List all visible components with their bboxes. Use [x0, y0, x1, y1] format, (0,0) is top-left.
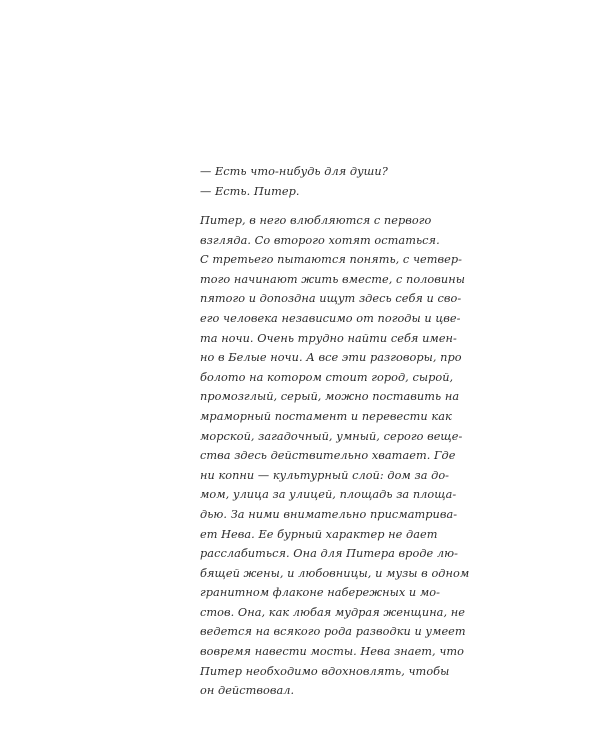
paragraph-line: промозглый, серый, можно поставить на: [200, 390, 460, 404]
paragraph-line: ет Нева. Ее бурный характер не дает: [200, 527, 438, 541]
paragraph-line: дью. За ними внимательно присматрива-: [200, 507, 458, 521]
paragraph-line: взгляда. Со второго хотят остаться.: [200, 233, 440, 247]
paragraph-line: но в Белые ночи. А все эти разговоры, про: [200, 351, 462, 365]
paragraph-line: та ночи. Очень трудно найти себя имен-: [200, 331, 457, 345]
paragraph-line: ведется на всякого рода разводки и умеет: [200, 625, 466, 639]
paragraph-line: С третьего пытаются понять, с четвер-: [200, 253, 463, 267]
paragraph-line: болото на котором стоит город, сырой,: [200, 370, 454, 384]
paragraph-line: бящей жены, и любовницы, и музы в одном: [200, 566, 470, 580]
dialogue-block: [200, 162, 400, 201]
paragraph-line: стов. Она, как любая мудрая женщина, не: [200, 605, 465, 619]
paragraph-line: вовремя навести мосты. Нева знает, что: [200, 645, 465, 659]
dialogue-line: — Есть. Питер.: [200, 184, 300, 198]
paragraph-line: пятого и допоздна ищут здесь себя и сво-: [200, 292, 462, 306]
dialogue-line: — Есть что-нибудь для души?: [200, 165, 388, 178]
paragraph-line: ства здесь действительно хватает. Где: [200, 449, 456, 463]
paragraph-line: Питер необходимо вдохновлять, чтобы: [200, 664, 450, 678]
paragraph-line: ни копни — культурный слой: дом за до-: [200, 468, 450, 482]
paragraph-line: его человека независимо от погоды и цве-: [200, 311, 461, 325]
paragraph-line: Питер, в него влюбляются с первого: [200, 214, 432, 227]
paragraph-line: морской, загадочный, умный, серого веще-: [200, 429, 463, 443]
paragraph-line: мраморный постамент и перевести как: [200, 409, 452, 423]
paragraph-line: гранитном флаконе набережных и мо-: [200, 586, 441, 600]
paragraph-line: он действовал.: [200, 684, 295, 698]
paragraph-line: расслабиться. Она для Питера вроде лю-: [200, 547, 459, 561]
body-paragraph: [200, 211, 470, 701]
paragraph-line: мом, улица за улицей, площадь за площа-: [200, 488, 457, 502]
paragraph-line: того начинают жить вместе, с половины: [200, 272, 465, 286]
